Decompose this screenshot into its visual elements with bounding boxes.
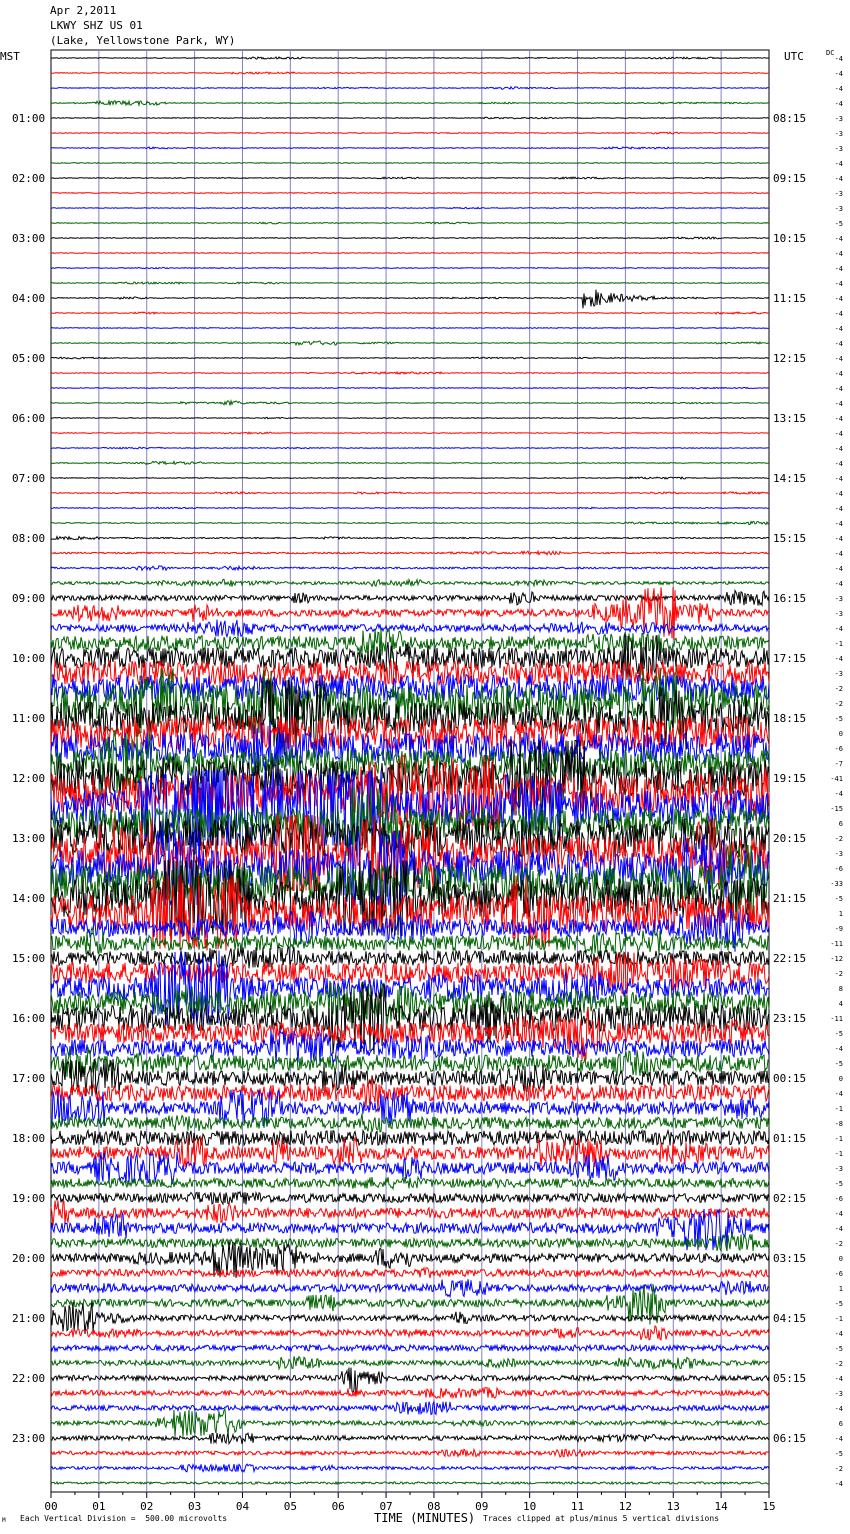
trace-row [51,522,769,525]
dc-offset-label: -4 [834,1435,843,1443]
utc-hour-label: 02:15 [773,1192,807,1205]
dc-offset-label: -2 [834,1465,843,1473]
dc-offset-label: -4 [834,310,843,318]
trace-row [51,1402,769,1415]
dc-offset-label: -5 [834,715,843,723]
left-timezone-label: MST [0,50,20,63]
trace-row [51,507,769,509]
dc-offset-label: -12 [830,955,843,963]
dc-offset-label: -3 [834,610,843,618]
mst-hour-label: 15:00 [12,952,46,965]
mst-hour-label: 18:00 [12,1132,46,1145]
trace-row [51,432,769,434]
plot-frame [51,50,769,1492]
mst-hour-label: 22:00 [12,1372,46,1385]
utc-hour-label: 17:15 [773,652,807,665]
dc-offset-label: 8 [838,985,843,993]
mst-hour-label: 20:00 [12,1252,46,1265]
mst-hour-label: 10:00 [12,652,46,665]
mst-hour-label: 21:00 [12,1312,46,1325]
trace-row [51,147,769,149]
trace-row [51,1279,769,1297]
dc-offset-label: -4 [834,160,843,168]
x-tick-label: 12 [618,1500,633,1513]
dc-offset-label: 1 [838,1285,843,1293]
utc-hour-label: 01:15 [773,1132,807,1145]
trace-row [51,312,769,314]
trace-row [51,267,769,268]
dc-offset-label: -3 [834,145,843,153]
dc-offset-label: -4 [834,1375,843,1383]
dc-offset-label: -2 [834,835,843,843]
utc-hour-label: 09:15 [773,172,807,185]
dc-offset-label: -3 [834,1390,843,1398]
dc-offset-label: -4 [834,400,843,408]
dc-offset-label: -5 [834,1345,843,1353]
dc-offset-label: -4 [834,1225,843,1233]
x-tick-label: 02 [140,1500,154,1513]
utc-hour-label: 18:15 [773,712,807,725]
x-tick-label: 07 [379,1500,393,1513]
dc-offset-label: -5 [834,220,843,228]
trace-row [51,253,769,254]
utc-hour-label: 03:15 [773,1252,807,1265]
dc-offset-label: -4 [834,535,843,543]
dc-offset-label: -3 [834,130,843,138]
dc-offset-label: -4 [834,295,843,303]
trace-row [51,447,769,449]
trace-row [51,1192,769,1205]
x-axis-label: TIME (MINUTES) [374,1511,476,1525]
trace-row [51,579,769,587]
trace-row [51,87,769,90]
dc-offset-label: -6 [834,1195,843,1203]
utc-hour-label: 00:15 [773,1072,807,1085]
dc-offset-label: -7 [834,760,843,768]
dc-offset-label: -2 [834,970,843,978]
header-station: LKWY SHZ US 01 [50,19,143,32]
utc-hour-label: 12:15 [773,352,807,365]
dc-offset-label: 0 [838,1075,843,1083]
dc-offset-label: 6 [838,1420,843,1428]
trace-row [51,1388,769,1399]
trace-row [51,587,769,640]
dc-offset-label: -3 [834,670,843,678]
dc-offset-label: -4 [834,1330,843,1338]
mst-hour-label: 19:00 [12,1192,46,1205]
trace-row [51,566,769,571]
utc-hour-label: 06:15 [773,1432,807,1445]
trace-row [51,237,769,239]
dc-offset-label: -4 [834,250,843,258]
dc-offset-label: -4 [834,1405,843,1413]
dc-offset-label: -4 [834,430,843,438]
dc-offset-label: 0 [838,730,843,738]
dc-offset-label: -11 [830,940,843,948]
trace-row [51,1302,769,1334]
trace-row [51,1464,769,1472]
trace-row [51,177,769,179]
dc-offset-label: -4 [834,85,843,93]
mst-hour-label: 11:00 [12,712,46,725]
trace-row [51,1090,769,1126]
dc-offset-label: -1 [834,640,843,648]
dc-offset-label: -4 [834,505,843,513]
dc-offset-label: -5 [834,1450,843,1458]
trace-row [51,1482,769,1484]
utc-hour-label: 19:15 [773,772,807,785]
x-tick-label: 03 [187,1500,202,1513]
dc-offset-label: -4 [834,280,843,288]
trace-row [51,207,769,209]
dc-offset-label: -41 [830,775,843,783]
x-tick-label: 04 [235,1500,250,1513]
trace-row [51,461,769,464]
dc-offset-label: -3 [834,1165,843,1173]
dc-offset-label: -4 [834,445,843,453]
utc-hour-label: 14:15 [773,472,807,485]
trace-row [51,417,769,418]
trace-row [51,57,769,59]
dc-offset-label: -5 [834,1300,843,1308]
dc-offset-label: -3 [834,190,843,198]
dc-offset-label: -4 [834,415,843,423]
trace-row [51,1326,769,1340]
dc-offset-label: -4 [834,235,843,243]
dc-offset-label: 1 [838,910,843,918]
utc-hour-label: 11:15 [773,292,807,305]
utc-hour-label: 15:15 [773,532,807,545]
dc-offset-label: -5 [834,1180,843,1188]
trace-row [51,1268,769,1278]
trace-row [51,1234,769,1251]
trace-row [51,132,769,134]
mst-hour-label: 08:00 [12,532,46,545]
mst-hour-label: 02:00 [12,172,46,185]
dc-offset-label: -2 [834,685,843,693]
trace-row [51,1201,769,1226]
corner-mark: M [2,1517,6,1524]
trace-row [51,1409,769,1436]
dc-offset-label: -4 [834,490,843,498]
dc-offset-label: -2 [834,1360,843,1368]
trace-row [51,551,769,555]
trace-row [51,1356,769,1369]
trace-row [51,282,769,284]
dc-offset-label: -4 [834,175,843,183]
dc-offset-label: -4 [834,790,843,798]
trace-row [51,401,769,406]
dc-offset-label: -4 [834,460,843,468]
x-tick-label: 08 [427,1500,441,1513]
x-tick-label: 00 [44,1500,58,1513]
dc-offset-label: -6 [834,745,843,753]
trace-row [51,328,769,329]
dc-offset-label: -4 [834,475,843,483]
utc-hour-label: 10:15 [773,232,807,245]
x-tick-label: 13 [666,1500,680,1513]
trace-row [51,101,769,105]
dc-offset-label: 4 [838,1000,843,1008]
clip-note: Traces clipped at plus/minus 5 vertical divisions [483,1514,720,1523]
dc-offset-label: -2 [834,1240,843,1248]
dc-offset-label: -4 [834,1210,843,1218]
utc-hour-label: 04:15 [773,1312,807,1325]
dc-offset-label: -4 [834,325,843,333]
utc-hour-label: 16:15 [773,592,807,605]
dc-offset-label: -8 [834,1120,843,1128]
trace-row [51,357,769,359]
utc-hour-label: 21:15 [773,892,807,905]
header-location: (Lake, Yellowstone Park, WY) [50,34,236,47]
dc-offset-label: -4 [834,1045,843,1053]
dc-offset-label: -1 [834,1150,843,1158]
right-timezone-label: UTC [784,50,804,63]
mst-hour-label: 16:00 [12,1012,46,1025]
utc-hour-label: 22:15 [773,952,807,965]
dc-offset-label: -4 [834,625,843,633]
dc-offset-label: -3 [834,595,843,603]
trace-row [51,1345,769,1351]
dc-offset-label: -11 [830,1015,843,1023]
mst-hour-label: 06:00 [12,412,46,425]
x-tick-label: 01 [92,1500,106,1513]
dc-offset-label: -4 [834,550,843,558]
trace-row [51,341,769,345]
dc-offset-label: -15 [830,805,843,813]
trace-row [51,492,769,494]
trace-row [51,372,769,374]
trace-row [51,1433,769,1444]
dc-offset-label: -33 [830,880,843,888]
dc-offset-label: -5 [834,1060,843,1068]
trace-row [51,1131,769,1146]
mst-hour-label: 04:00 [12,292,46,305]
trace-row [51,117,769,118]
utc-hour-label: 05:15 [773,1372,807,1385]
mst-hour-label: 01:00 [12,112,46,125]
mst-hour-label: 23:00 [12,1432,46,1445]
x-tick-label: 09 [475,1500,489,1513]
dc-offset-label: -4 [834,520,843,528]
mst-hour-label: 09:00 [12,592,46,605]
dc-offset-label: -1 [834,1315,843,1323]
utc-hour-label: 08:15 [773,112,807,125]
trace-row [51,387,769,388]
dc-offset-label: -4 [834,55,843,63]
mst-hour-label: 17:00 [12,1072,46,1085]
header-date: Apr 2,2011 [50,4,117,17]
trace-row [51,222,769,224]
dc-offset-label: -4 [834,70,843,78]
dc-offset-label: -4 [834,265,843,273]
trace-row [51,537,769,540]
trace-row [51,620,769,637]
trace-row [51,477,769,479]
dc-offset-label: -4 [834,655,843,663]
x-tick-label: 06 [331,1500,345,1513]
dc-offset-label: -3 [834,850,843,858]
trace-row [51,1449,769,1457]
trace-row [51,163,769,164]
mst-hour-label: 03:00 [12,232,46,245]
dc-offset-label: -4 [834,580,843,588]
dc-offset-label: 6 [838,820,843,828]
dc-offset-label: -6 [834,865,843,873]
dc-offset-label: -1 [834,1135,843,1143]
dc-offset-label: -3 [834,205,843,213]
dc-offset-label: -4 [834,1480,843,1488]
dc-offset-label: 0 [838,1255,843,1263]
utc-hour-label: 13:15 [773,412,807,425]
dc-offset-label: -4 [834,370,843,378]
dc-header: DC [826,49,835,57]
mst-hour-label: 14:00 [12,892,46,905]
mst-hour-label: 05:00 [12,352,46,365]
dc-offset-label: -4 [834,565,843,573]
x-tick-label: 11 [570,1500,585,1513]
dc-offset-label: -1 [834,1105,843,1113]
mst-hour-label: 07:00 [12,472,46,485]
utc-hour-label: 23:15 [773,1012,807,1025]
dc-offset-label: -4 [834,385,843,393]
dc-offset-label: -4 [834,1090,843,1098]
x-tick-label: 05 [283,1500,297,1513]
dc-offset-label: -9 [834,925,843,933]
mst-hour-label: 13:00 [12,832,46,845]
trace-row [51,72,769,74]
x-tick-label: 14 [714,1500,728,1513]
scale-note: Each Vertical Division = 500.00 microvolts [20,1514,228,1523]
dc-offset-label: -5 [834,1030,843,1038]
x-tick-label: 15 [762,1500,776,1513]
dc-offset-label: -4 [834,340,843,348]
dc-offset-label: -6 [834,1270,843,1278]
dc-offset-label: -3 [834,115,843,123]
dc-offset-label: -2 [834,700,843,708]
dc-offset-label: -5 [834,895,843,903]
dc-offset-label: -4 [834,100,843,108]
utc-hour-label: 20:15 [773,832,807,845]
dc-offset-label: -4 [834,355,843,363]
trace-row [51,1177,769,1189]
x-tick-label: 10 [523,1500,537,1513]
mst-hour-label: 12:00 [12,772,46,785]
trace-row [51,193,769,194]
trace-row [51,290,769,309]
